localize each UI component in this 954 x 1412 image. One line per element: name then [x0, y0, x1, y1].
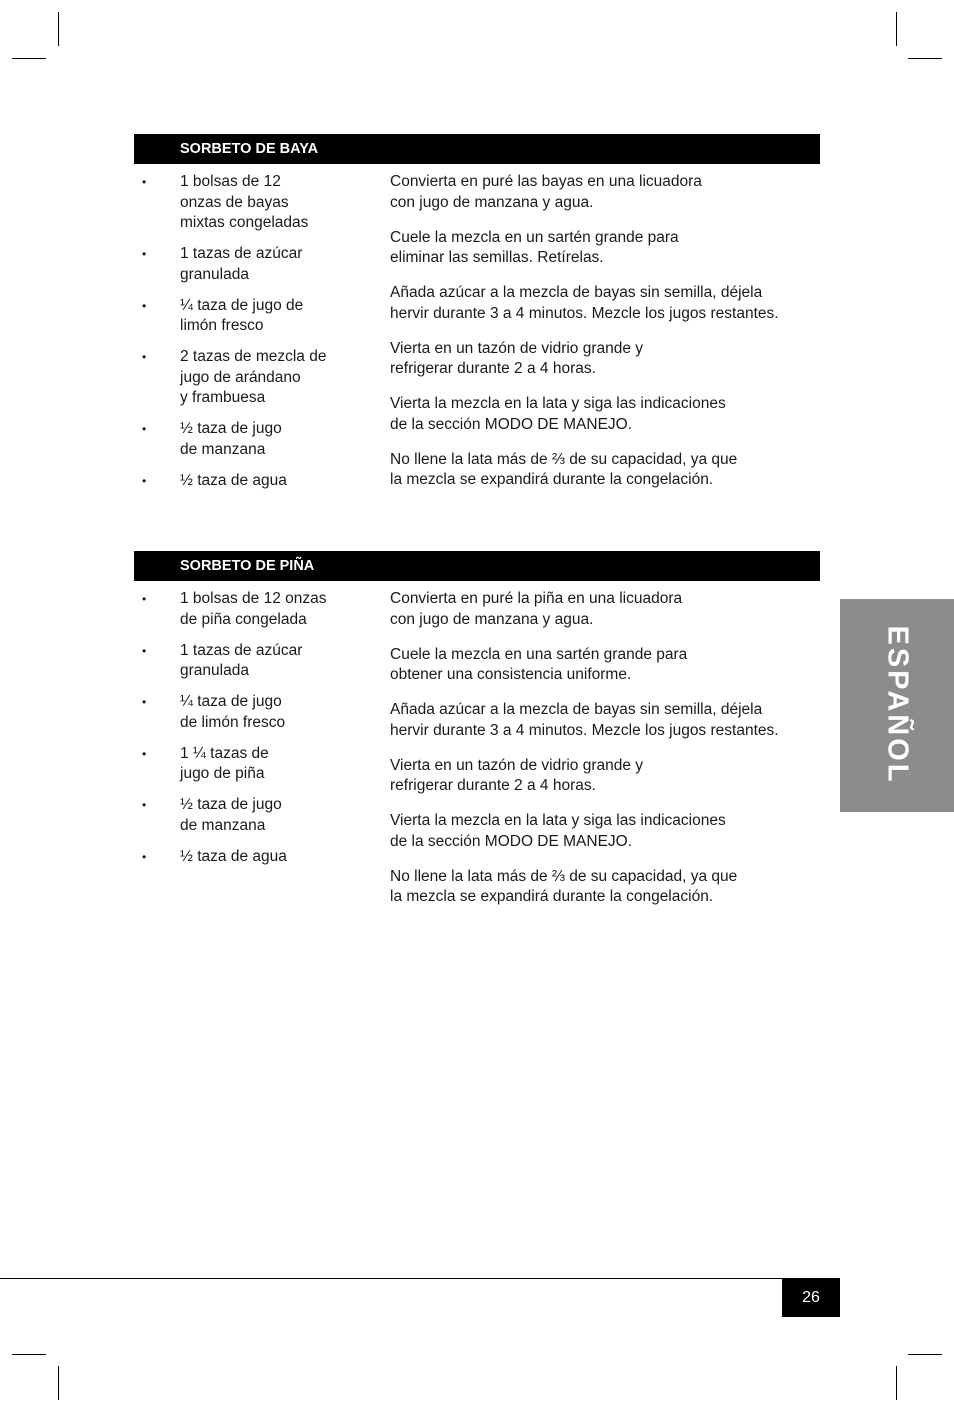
crop-mark	[58, 12, 59, 46]
ingredient-item: • ½ taza de jugo de manzana	[142, 420, 282, 458]
footer-divider	[0, 1278, 840, 1279]
ingredient-item: • 1 tazas de azúcar granulada	[142, 245, 303, 283]
instruction-step: No llene la lata más de ⅔ de su capacidad, ya que la mezcla se expandirá durante la congelación.	[390, 867, 738, 905]
recipe-berry-sorbet	[134, 134, 820, 489]
recipe-title: SORBETO DE PIÑA	[134, 551, 820, 581]
bullet-icon: •	[142, 746, 147, 761]
crop-mark	[908, 1354, 942, 1355]
instruction-step: Añada azúcar a la mezcla de bayas sin semilla, déjela hervir durante 3 a 4 minutos. Mezcle los jugos restantes.	[390, 701, 779, 739]
instruction-step: Cuele la mezcla en una sartén grande para obtener una consistencia uniforme.	[390, 645, 688, 683]
ingredient-item: • 1 tazas de azúcar granulada	[142, 641, 303, 679]
instruction-step: Añada azúcar a la mezcla de bayas sin semilla, déjela hervir durante 3 a 4 minutos. Mezcle los jugos restantes.	[390, 284, 779, 322]
instruction-list	[390, 172, 820, 505]
bullet-icon: •	[142, 422, 147, 436]
crop-mark	[12, 1354, 46, 1355]
ingredient-item: • ½ taza de agua	[134, 847, 374, 868]
bullet-icon: •	[142, 798, 147, 812]
crop-mark	[58, 1366, 59, 1400]
bullet-icon: •	[142, 643, 147, 658]
instruction-step: Convierta en puré las bayas en una licuadora con jugo de manzana y agua.	[390, 173, 702, 211]
bullet-icon: •	[142, 175, 147, 189]
bullet-icon: •	[142, 695, 147, 709]
instruction-step: Convierta en puré la piña en una licuadora con jugo de manzana y agua.	[390, 590, 683, 628]
bullet-icon: •	[142, 350, 147, 364]
bullet-icon: •	[142, 298, 147, 313]
bullet-icon: •	[142, 247, 147, 261]
instruction-step: Cuele la mezcla en un sartén grande para eliminar las semillas. Retírelas.	[390, 228, 679, 266]
ingredient-item: • 1 ¼ tazas de jugo de piña	[142, 744, 269, 782]
crop-mark	[908, 58, 942, 59]
ingredient-item: • 1 bolsas de 12 onzas de bayas mixtas congeladas	[142, 173, 309, 231]
ingredient-list	[134, 589, 374, 878]
ingredient-item: • ½ taza de jugo de manzana	[142, 796, 282, 834]
ingredient-item: • 2 tazas de mezcla de jugo de arándano y frambuesa	[142, 348, 327, 406]
ingredient-item: • 1 bolsas de 12 onzas de piña congelada	[142, 590, 327, 628]
crop-mark	[896, 1366, 897, 1400]
language-tab	[840, 599, 954, 812]
language-tab-label: ESPAÑOL	[881, 625, 914, 785]
instruction-step: Vierta la mezcla en la lata y siga las indicaciones de la sección MODO DE MANEJO.	[390, 395, 726, 433]
instruction-step: Vierta en un tazón de vidrio grande y refrigerar durante 2 a 4 horas.	[390, 756, 644, 794]
crop-mark	[12, 58, 46, 59]
page-number: 26	[782, 1278, 840, 1317]
ingredient-list	[134, 172, 374, 502]
ingredient-item: • ¼ taza de jugo de limón fresco	[142, 296, 304, 334]
instruction-step: No llene la lata más de ⅔ de su capacidad, ya que la mezcla se expandirá durante la congelación.	[390, 450, 738, 488]
ingredient-item: • ¼ taza de jugo de limón fresco	[142, 693, 286, 731]
bullet-icon: •	[142, 849, 147, 864]
instruction-step: Vierta en un tazón de vidrio grande y refrigerar durante 2 a 4 horas.	[390, 339, 644, 377]
bullet-icon: •	[142, 473, 147, 488]
ingredient-item: • ½ taza de agua	[134, 471, 374, 492]
instruction-step: Vierta la mezcla en la lata y siga las indicaciones de la sección MODO DE MANEJO.	[390, 812, 726, 850]
recipe-pineapple-sorbet	[134, 551, 820, 905]
crop-mark	[896, 12, 897, 46]
recipe-title: SORBETO DE BAYA	[134, 134, 820, 164]
bullet-icon: •	[142, 592, 147, 606]
instruction-list	[390, 589, 820, 922]
